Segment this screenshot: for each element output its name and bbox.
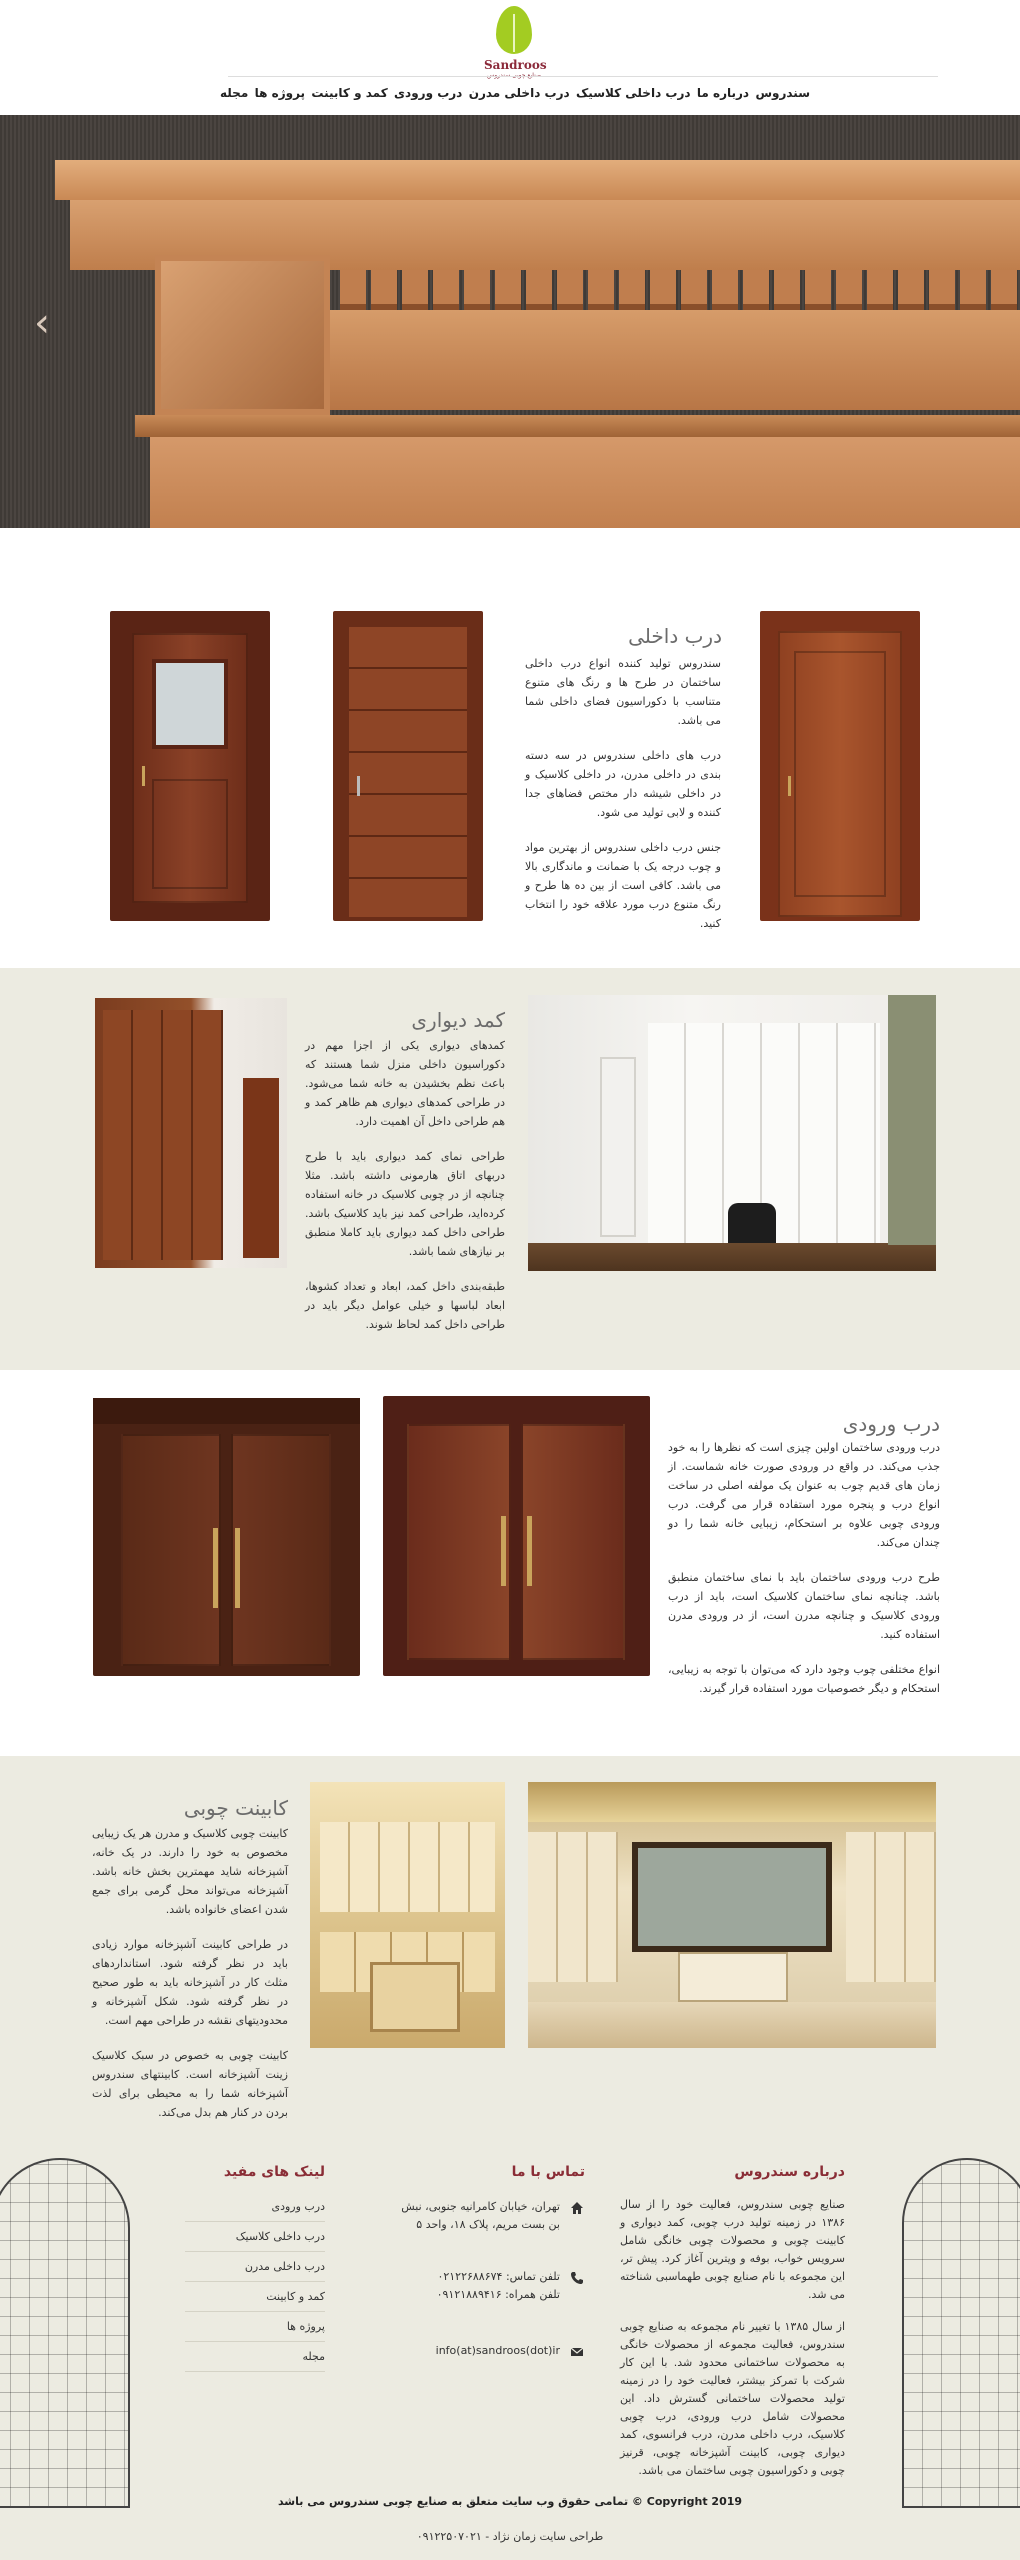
kitchen-island: [370, 1962, 460, 2032]
contact-address: تهران، خیابان کامرانیه جنوبی، نبش بن بست مریم، پلاک ۱۸، واحد ۵: [401, 2200, 560, 2231]
cornice-dentil: [774, 270, 800, 310]
footer-link-magazine[interactable]: مجله: [185, 2350, 325, 2372]
about-text: [620, 2196, 845, 2494]
cornice-dentil: [867, 270, 893, 310]
right-cabinets: [846, 1832, 936, 1982]
cornice-dentil: [743, 270, 769, 310]
nav-item-magazine[interactable]: مجله: [220, 86, 249, 100]
nav-item-classic-door[interactable]: درب داخلی کلاسیک: [576, 86, 691, 100]
site-logo[interactable]: [484, 6, 547, 76]
paragraph: انواع مختلفی چوب وجود دارد که می‌توان با توجه به زیبایی، استحکام و دیگر خصوصیات مورد استفاده قرار گیرند.: [668, 1663, 940, 1695]
cornice-dentil: [805, 270, 831, 310]
cornice-dentil: [836, 270, 862, 310]
cornice-dentil: [650, 270, 676, 310]
phone-icon: [570, 2270, 584, 2284]
classic-door-image[interactable]: [760, 611, 920, 921]
about-title: درباره سندروس: [734, 2164, 845, 2180]
left-leaf: [407, 1424, 511, 1660]
floor: [528, 1243, 936, 1271]
section-text: [525, 654, 721, 949]
paragraph: جنس درب داخلی سندروس از بهترین مواد و چوب درجه یک با ضمانت و ماندگاری بالا می باشد. کافی است از بین ده ها طرح و رنگ متنوع درب مورد علاقه خود را انتخاب کنید.: [525, 841, 721, 930]
cornice-top: [55, 160, 1020, 200]
links-title: لینک های مفید: [223, 2164, 325, 2180]
door-handle-icon: [788, 776, 791, 796]
white-wardrobe-image[interactable]: [528, 995, 936, 1271]
glass-panel: [152, 659, 228, 749]
cornice-dentil: [619, 270, 645, 310]
door-frame-top: [150, 437, 1020, 528]
paragraph: صنایع چوبی سندروس، فعالیت خود را از سال ۱۳۸۶ در زمینه تولید درب چوبی، کمد دیواری و کابینت چوبی و محصولات چوبی خانگی شامل سرویس خواب، بوفه و ویترین آغاز کرد. پیش تر، این مجموعه با نام صنایع چوبی طهماسبی شناخته می شد.: [620, 2198, 845, 2301]
door-leaf: [349, 627, 467, 917]
paragraph: درب های داخلی سندروس در سه دسته بندی در داخلی مدرن، در داخلی کلاسیک و در داخلی شیشه دار مختص فضاهای جدا کننده و لابی تولید می شود.: [525, 749, 721, 819]
section-text: [305, 1036, 505, 1350]
glass-door-image[interactable]: [110, 611, 270, 921]
kitchen-island: [678, 1952, 788, 2002]
footer-link-entrance-door[interactable]: درب ورودی: [185, 2200, 325, 2222]
section-text: [668, 1438, 940, 1714]
cornice-dentil: [495, 270, 521, 310]
footer-link-classic-door[interactable]: درب داخلی کلاسیک: [185, 2230, 325, 2252]
molding-strip: [135, 415, 1020, 437]
slider-prev-arrow[interactable]: ‹: [34, 300, 50, 346]
contact-mobile[interactable]: تلفن همراه: ۰۹۱۲۱۸۸۹۴۱۶: [436, 2288, 560, 2301]
classic-entrance-door-image[interactable]: [93, 1398, 360, 1676]
footer-link-modern-door[interactable]: درب داخلی مدرن: [185, 2260, 325, 2282]
footer-link-projects[interactable]: پروژه ها: [185, 2320, 325, 2342]
left-cabinets: [528, 1832, 618, 1982]
door-handle-icon: [142, 766, 145, 786]
cornice-dentil: [557, 270, 583, 310]
site-header: [0, 0, 1020, 115]
raised-panel: [794, 651, 886, 897]
paragraph: کابینت چوبی کلاسیک و مدرن هر یک زیبایی مخصوص به خود را دارند. در یک خانه، آشپزخانه شاید مهمترین بخش خانه باشد. آشپزخانه می‌تواند محل گرمی برای جمع شدن اعضای خانواده باشد.: [92, 1827, 288, 1916]
carved-block: [155, 255, 330, 415]
logo-text: Sandroos: [484, 58, 547, 72]
cornice-dentil: [929, 270, 955, 310]
curtain: [888, 995, 936, 1245]
section-title: کمد دیواری: [411, 1008, 505, 1032]
frieze: [330, 310, 1020, 410]
window: [632, 1842, 832, 1952]
cornice-dentil: [371, 270, 397, 310]
contact-phone[interactable]: تلفن تماس: ۰۲۱۲۲۶۸۸۶۷۴: [437, 2270, 560, 2283]
upper-cabinets: [320, 1822, 495, 1912]
wooden-wardrobe-image[interactable]: [95, 998, 287, 1268]
paragraph: طبقه‌بندی داخل کمد، ابعاد و تعداد کشوها، ابعاد لباسها و خیلی عوامل دیگر باید در طراحی داخل کمد لحاظ شوند.: [305, 1280, 505, 1331]
door-crown: [93, 1398, 360, 1424]
door-handle-icon: [213, 1528, 218, 1608]
door-handle-icon: [235, 1528, 240, 1608]
right-leaf: [521, 1424, 625, 1660]
wardrobe-doors: [103, 1010, 223, 1260]
room-door: [243, 1078, 279, 1258]
hero-slider: [0, 115, 1020, 528]
room-door: [600, 1057, 636, 1237]
leaf-icon: [496, 6, 532, 54]
section-title: کابینت چوبی: [183, 1796, 288, 1820]
nav-item-home[interactable]: سندروس: [755, 86, 810, 100]
cornice-dentil: [340, 270, 366, 310]
section-title: درب داخلی: [628, 624, 722, 648]
door-sketch-right: [902, 2158, 1020, 2508]
floor: [528, 2002, 936, 2048]
paragraph: طرح درب ورودی ساختمان باید با نمای ساختمان منطبق باشد. چنانچه نمای ساختمان کلاسیک است، باید از درب ورودی کلاسیک و چنانچه مدرن است، از در ورودی مدرن استفاده کنید.: [668, 1571, 940, 1641]
nav-item-cabinet[interactable]: کمد و کابینت: [311, 86, 388, 100]
right-leaf: [231, 1434, 331, 1666]
cornice-dentil: [588, 270, 614, 310]
cornice-dentil: [712, 270, 738, 310]
door-handle-icon: [357, 776, 360, 796]
cornice-dentil: [898, 270, 924, 310]
interior-doors-section: [0, 528, 1020, 968]
leather-entrance-door-image[interactable]: [383, 1396, 650, 1676]
cornice-dentil: [960, 270, 986, 310]
nav-item-projects[interactable]: پروژه ها: [254, 86, 306, 100]
cornice-dentil: [526, 270, 552, 310]
entrance-doors-section: [0, 1370, 1020, 1756]
paragraph: کمدهای دیواری یکی از اجزا مهم در دکوراسیون داخلی منزل شما هستند که باعث نظم بخشیدن به خانه شما می‌شود. در طراحی کمدهای دیواری هم ظاهر کمد و هم طراحی داخل آن اهمیت دارد.: [305, 1039, 505, 1128]
contact-email[interactable]: info(at)sandroos(dot)ir: [435, 2344, 560, 2357]
nav-item-entrance-door[interactable]: درب ورودی: [394, 86, 463, 100]
section-text: [92, 1824, 288, 2138]
cornice-dentil: [991, 270, 1017, 310]
copyright-text: Copyright 2019 © تمامی حقوق وب سایت متعلق به صنایع چوبی سندروس می باشد: [277, 2495, 743, 2508]
main-nav: [220, 86, 810, 108]
contact-title: تماس با ما: [511, 2164, 585, 2180]
designer-credit[interactable]: طراحی سایت زمان نژاد - ۰۹۱۲۲۵۰۷۰۲۱: [416, 2530, 604, 2543]
left-leaf: [121, 1434, 221, 1666]
modern-door-image[interactable]: [333, 611, 483, 921]
door-handle-icon: [501, 1516, 506, 1586]
modern-kitchen-image[interactable]: [528, 1782, 936, 2048]
lower-panel: [152, 779, 228, 889]
nav-item-about[interactable]: درباره ما: [696, 86, 750, 100]
cornice-dentil: [681, 270, 707, 310]
cornice-dentil: [402, 270, 428, 310]
cornice-dentil: [464, 270, 490, 310]
wardrobe-section: [0, 968, 1020, 1370]
classic-kitchen-image[interactable]: [310, 1782, 505, 2048]
paragraph: در طراحی کابینت آشپزخانه موارد زیادی باید در نظر گرفته شود. استانداردهای مثلث کار در آشپزخانه باید به طور صحیح در نظر گرفته شود. شکل آشپزخانه و محدودیتهای نقشه در طراحی مهم است.: [92, 1938, 288, 2027]
paragraph: از سال ۱۳۸۵ با تغییر نام مجموعه به صنایع چوبی سندروس، فعالیت مجموعه از محصولات خانگی به محصولات ساختمانی محدود شد. با این کار شرکت با تمرکز بیشتر، فعالیت خود را در زمینه تولید محصولات ساختمانی گسترش داد. این محصولات شامل درب ورودی، درب چوبی کلاسیک، درب داخلی مدرن، درب فرانسوی، کمد دیواری چوبی، کابینت آشپزخانه چوبی، قرنیز چوبی و دکوراسیون چوبی ساختمان می باشد.: [620, 2320, 845, 2477]
home-icon: [570, 2200, 584, 2214]
nav-item-modern-door[interactable]: درب داخلی مدرن: [468, 86, 570, 100]
paragraph: درب ورودی ساختمان اولین چیزی است که نظرها را به خود جذب می‌کند. در واقع در ورودی صورت خانه شماست. از زمان های قدیم چوب به عنوان یک مولفه اصلی در ساخت انواع درب و پنجره مورد استفاده قرار می گرفت. درب ورودی چوبی علاوه بر استحکام، زیبایی خانه شما را دو چندان می‌کند.: [668, 1441, 940, 1549]
door-handle-icon: [527, 1516, 532, 1586]
paragraph: طراحی نمای کمد دیواری باید با طرح دربهای اتاق هارمونی داشته باشد. مثلا چنانچه از در چوبی کلاسیک در خانه استفاده کرده‌اید، طراحی کمد نیز باید کلاسیک باشد. طراحی داخل کمد دیواری باید کاملا منطبق بر نیازهای شما باشد.: [305, 1150, 505, 1258]
envelope-icon: [570, 2344, 584, 2358]
header-divider: [228, 76, 938, 77]
cabinet-section: [0, 1756, 1020, 2128]
footer-link-cabinet[interactable]: کمد و کابینت: [185, 2290, 325, 2312]
paragraph: کابینت چوبی به خصوص در سبک کلاسیک زینت آشپزخانه است. کابینتهای سندروس آشپزخانه شما را به محیطی برای لذت بردن در کنار هم بدل می‌کند.: [92, 2049, 288, 2119]
paragraph: سندروس تولید کننده انواع درب داخلی ساختمان در طرح ها و رنگ های متنوع متناسب با دکوراسیون فضای داخلی شما می باشد.: [525, 657, 721, 727]
cornice-dentil: [433, 270, 459, 310]
ceiling: [528, 1782, 936, 1822]
section-title: درب ورودی: [842, 1412, 940, 1436]
door-sketch-left: [0, 2158, 130, 2508]
